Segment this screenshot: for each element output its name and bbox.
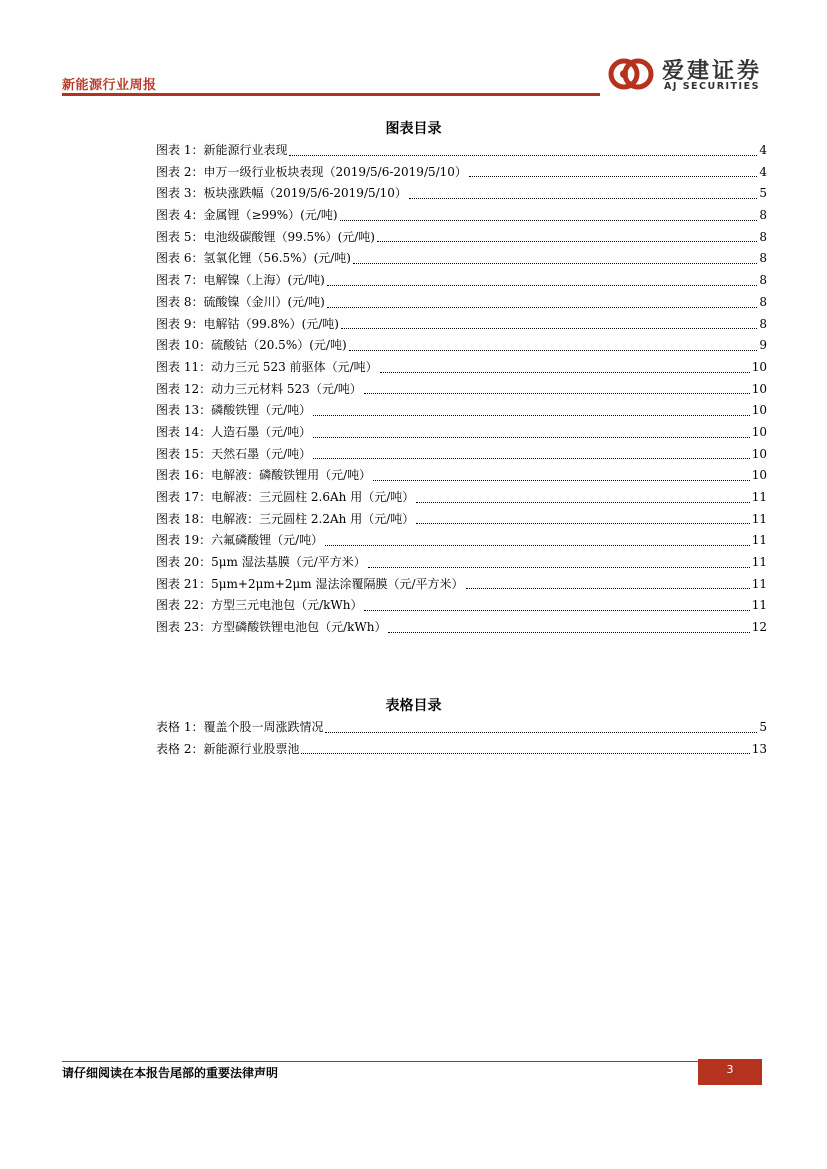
toc-entry-title: 硫酸钴（20.5%）(元/吨): [211, 338, 347, 353]
aj-logo-icon: [608, 56, 654, 92]
toc-dot-leader: [373, 479, 750, 481]
toc-entry[interactable]: [156, 183, 767, 205]
toc-dot-leader: [416, 522, 749, 524]
brand-name-cn: 爱建证券: [662, 58, 763, 84]
toc-entry-title: 氢氧化锂（56.5%）(元/吨): [203, 251, 351, 266]
toc-entry-page: 8: [759, 316, 767, 331]
toc-entry-title: 电解液：三元圆柱 2.2Ah 用（元/吨）: [211, 511, 415, 526]
toc-entry-page: 11: [751, 576, 767, 591]
toc-entry-label: 图表 16：: [156, 468, 212, 483]
toc-entry-label: 图表 19：: [156, 533, 212, 548]
toc-entry[interactable]: [156, 227, 767, 249]
toc-entry-page: 12: [751, 620, 767, 635]
toc-dot-leader: [353, 262, 757, 264]
toc-entry[interactable]: [156, 292, 767, 314]
toc-entry-label: 表格 2：: [156, 741, 204, 756]
toc-entry-label: 图表 7：: [156, 273, 204, 288]
toc-entry-label: 图表 15：: [156, 446, 212, 461]
legal-disclaimer: 请仔细阅读在本报告尾部的重要法律声明: [62, 1066, 279, 1080]
toc-entry-label: 图表 21：: [156, 576, 212, 591]
toc-entry-label: 图表 3：: [156, 186, 204, 201]
toc-entry-label: 图表 11：: [156, 359, 212, 374]
toc-entry-title: 新能源行业股票池: [203, 741, 300, 756]
toc-entry-page: 11: [751, 490, 767, 504]
toc-entry[interactable]: [156, 205, 767, 227]
toc-dot-leader: [313, 457, 750, 459]
toc-entry[interactable]: [156, 595, 767, 617]
toc-entry[interactable]: [156, 335, 767, 357]
toc-dot-leader: [466, 587, 750, 589]
toc-dot-leader: [364, 609, 749, 611]
header-divider: [62, 93, 600, 96]
toc-entry-page: 8: [759, 251, 767, 266]
toc-entry-label: 图表 17：: [156, 490, 212, 504]
toc-entry-page: 5: [759, 720, 767, 734]
toc-entry-page: 11: [751, 555, 767, 570]
toc-dot-leader: [341, 327, 757, 329]
toc-entry[interactable]: [156, 444, 767, 466]
toc-dot-leader: [325, 544, 750, 546]
toc-dot-leader: [364, 392, 750, 394]
toc-entry-title: 六氟磷酸锂（元/吨）: [211, 533, 324, 548]
toc-entry-label: 图表 5：: [156, 229, 204, 244]
toc-entry-page: 10: [751, 359, 767, 374]
toc-entry-page: 10: [751, 381, 767, 396]
toc-entry-label: 图表 12：: [156, 381, 212, 396]
toc-entry-page: 4: [759, 143, 767, 157]
toc-entry-title: 动力三元 523 前驱体（元/吨）: [211, 359, 378, 374]
toc-entry[interactable]: [156, 248, 767, 270]
toc-entry-label: 图表 13：: [156, 403, 212, 418]
toc-entry[interactable]: [156, 739, 767, 761]
toc-entry-title: 新能源行业表现: [203, 143, 288, 157]
toc-dot-leader: [380, 371, 750, 373]
toc-entry-title: 申万一级行业板块表现（2019/5/6-2019/5/10）: [203, 164, 467, 179]
toc-entry-page: 11: [751, 598, 767, 613]
toc-entry-page: 10: [751, 468, 767, 483]
toc-dot-leader: [377, 240, 757, 242]
toc-entry-title: 硫酸镍（金川）(元/吨): [203, 294, 325, 309]
toc-entry[interactable]: [156, 617, 767, 639]
figures-toc-list: [156, 140, 767, 639]
toc-entry-title: 方型三元电池包（元/kWh）: [211, 598, 363, 613]
toc-entry-page: 9: [759, 338, 767, 353]
toc-entry-title: 电解钴（99.8%）(元/吨): [203, 316, 339, 331]
toc-dot-leader: [301, 752, 749, 754]
toc-entry-label: 图表 22：: [156, 598, 212, 613]
toc-entry-label: 图表 23：: [156, 620, 212, 635]
toc-dot-leader: [340, 219, 758, 221]
toc-entry[interactable]: [156, 422, 767, 444]
toc-entry-title: 覆盖个股一周涨跌情况: [203, 720, 324, 734]
toc-dot-leader: [289, 154, 757, 156]
toc-entry[interactable]: [156, 717, 767, 739]
toc-dot-leader: [469, 175, 757, 177]
toc-dot-leader: [327, 306, 757, 308]
toc-entry-label: 图表 20：: [156, 555, 212, 570]
toc-entry[interactable]: [156, 357, 767, 379]
report-name: 新能源行业周报: [62, 78, 157, 93]
toc-dot-leader: [416, 501, 749, 503]
tables-toc-list: [156, 717, 767, 760]
toc-entry-label: 表格 1：: [156, 720, 204, 734]
toc-entry-label: 图表 8：: [156, 294, 204, 309]
toc-entry[interactable]: [156, 314, 767, 336]
toc-entry-page: 11: [751, 533, 767, 548]
toc-entry[interactable]: [156, 552, 767, 574]
toc-entry-label: 图表 2：: [156, 164, 204, 179]
toc-entry[interactable]: [156, 465, 767, 487]
toc-dot-leader: [313, 414, 750, 416]
figures-toc-title: 图表目录: [385, 121, 442, 137]
toc-entry[interactable]: [156, 270, 767, 292]
toc-entry-label: 图表 10：: [156, 338, 212, 353]
toc-entry-title: 电解液：三元圆柱 2.6Ah 用（元/吨）: [211, 490, 415, 504]
toc-entry[interactable]: [156, 379, 767, 401]
toc-dot-leader: [388, 631, 749, 633]
toc-entry-label: 图表 4：: [156, 208, 204, 223]
toc-entry-title: 磷酸铁锂（元/吨）: [211, 403, 312, 418]
toc-entry[interactable]: [156, 574, 767, 596]
toc-dot-leader: [313, 436, 750, 438]
brand-name-en: AJ SECURITIES: [664, 81, 760, 92]
toc-entry-page: 13: [751, 741, 767, 756]
tables-toc-title: 表格目录: [385, 698, 442, 714]
toc-entry-title: 电解镍（上海）(元/吨): [203, 273, 325, 288]
toc-entry-label: 图表 18：: [156, 511, 212, 526]
toc-entry-page: 10: [751, 446, 767, 461]
toc-entry-page: 8: [759, 229, 767, 244]
toc-entry-title: 板块涨跌幅（2019/5/6-2019/5/10）: [203, 186, 407, 201]
toc-entry-page: 10: [751, 403, 767, 418]
toc-entry-page: 5: [759, 186, 767, 201]
toc-entry-title: 电池级碳酸锂（99.5%）(元/吨): [203, 229, 375, 244]
toc-entry-label: 图表 9：: [156, 316, 204, 331]
toc-entry-title: 5μm+2μm+2μm 湿法涂覆隔膜（元/平方米）: [211, 576, 464, 591]
toc-dot-leader: [327, 284, 757, 286]
toc-entry-title: 5μm 湿法基膜（元/平方米）: [211, 555, 366, 570]
toc-entry-page: 11: [751, 511, 767, 526]
toc-entry-title: 动力三元材料 523（元/吨）: [211, 381, 362, 396]
toc-entry-page: 4: [759, 164, 767, 179]
toc-entry-title: 方型磷酸铁锂电池包（元/kWh）: [211, 620, 387, 635]
toc-entry[interactable]: [156, 140, 767, 162]
page-number: 3: [698, 1059, 762, 1085]
toc-entry-page: 10: [751, 424, 767, 439]
toc-entry[interactable]: [156, 162, 767, 184]
toc-entry-label: 图表 14：: [156, 424, 212, 439]
toc-entry-title: 电解液：磷酸铁锂用（元/吨）: [211, 468, 372, 483]
toc-dot-leader: [325, 731, 757, 733]
brand-logo: [608, 54, 768, 94]
toc-entry[interactable]: [156, 400, 767, 422]
footer-divider: [62, 1061, 762, 1062]
toc-entry-label: 图表 1：: [156, 143, 204, 157]
toc-dot-leader: [349, 349, 758, 351]
toc-entry-label: 图表 6：: [156, 251, 204, 266]
toc-entry-page: 8: [759, 208, 767, 223]
toc-entry-title: 人造石墨（元/吨）: [211, 424, 312, 439]
toc-entry-title: 天然石墨（元/吨）: [211, 446, 312, 461]
toc-dot-leader: [409, 197, 757, 199]
toc-entry-page: 8: [759, 294, 767, 309]
toc-entry[interactable]: [156, 530, 767, 552]
toc-entry-title: 金属锂（≥99%）(元/吨): [203, 208, 338, 223]
toc-entry[interactable]: [156, 509, 767, 531]
toc-entry-page: 8: [759, 273, 767, 288]
toc-dot-leader: [368, 566, 750, 568]
toc-entry[interactable]: [156, 487, 767, 509]
